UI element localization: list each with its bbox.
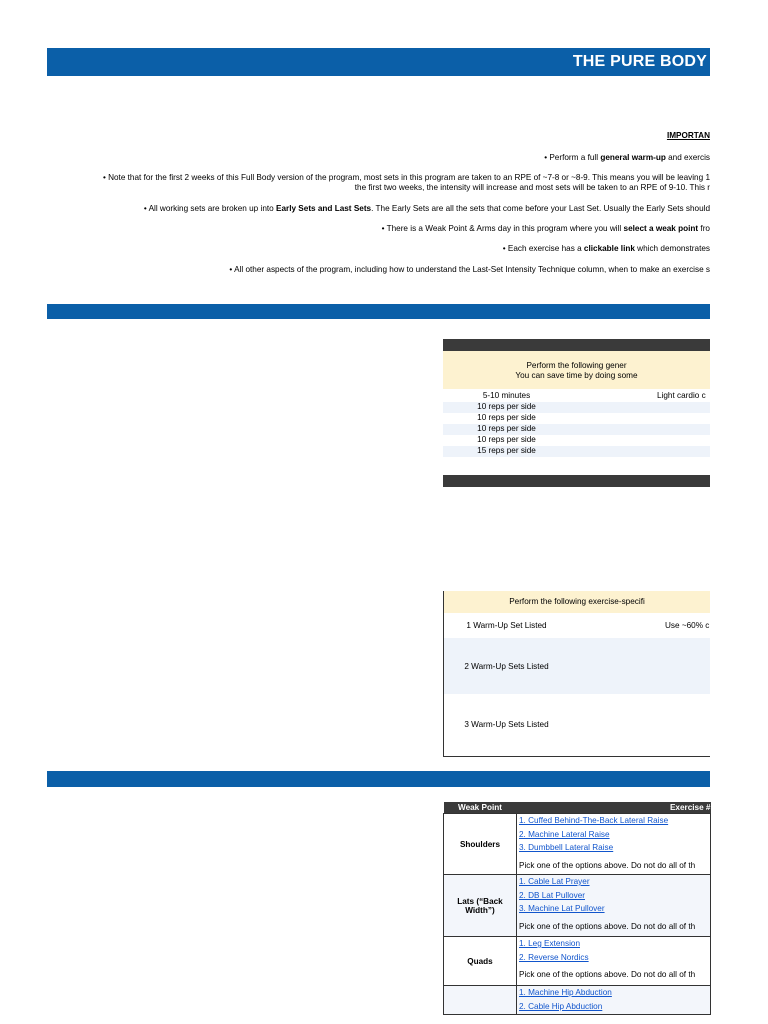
row-desc bbox=[570, 446, 710, 457]
important-heading: IMPORTAN bbox=[666, 131, 710, 140]
exercise-link[interactable]: 2. Cable Hip Abduction bbox=[519, 1001, 603, 1011]
specific-warmup-row bbox=[444, 613, 710, 638]
row-label: 1 Warm-Up Set Listed bbox=[466, 621, 547, 630]
row-dose: 10 reps per side bbox=[477, 402, 536, 411]
section-banner-warmup bbox=[47, 304, 710, 319]
note-clickable-link: • Each exercise has a clickable link which demonstrates bbox=[502, 244, 710, 253]
row-label: 2 Warm-Up Sets Listed bbox=[464, 661, 549, 671]
note-weak-point: • There is a Weak Point & Arms day in this program where you will select a weak point fro bbox=[381, 224, 710, 233]
general-warmup-intro bbox=[443, 351, 710, 389]
weak-point-name: Lats (“Back Width”) bbox=[444, 875, 517, 937]
weak-point-options bbox=[517, 937, 711, 986]
row-dose: 15 reps per side bbox=[477, 446, 536, 455]
general-warmup-row bbox=[443, 391, 710, 402]
section-banner-weak-points bbox=[47, 771, 710, 787]
note-warmup: • Perform a full general warm-up and exercis bbox=[544, 153, 710, 162]
exercise-link[interactable]: 3. Dumbbell Lateral Raise bbox=[519, 843, 614, 852]
row-desc bbox=[570, 424, 710, 435]
weak-point-table bbox=[443, 802, 711, 1015]
weak-point-row-quads bbox=[444, 937, 711, 986]
weak-point-column-header: Weak Point bbox=[444, 802, 517, 814]
exercise-link[interactable]: 3. Machine Lat Pullover bbox=[519, 904, 605, 913]
general-warmup-row bbox=[443, 402, 710, 413]
note-rpe-line1: • Note that for the first 2 weeks of this Full Body version of the program, most sets in this program are taken to an RPE of ~7-8 or ~8-9. This means you will be leaving 1 bbox=[102, 173, 710, 182]
weak-point-options bbox=[517, 875, 711, 937]
specific-warmup-row bbox=[444, 638, 710, 694]
general-warmup-row bbox=[443, 446, 710, 457]
row-dose: 10 reps per side bbox=[477, 413, 536, 422]
weak-point-name: Quads bbox=[444, 937, 517, 986]
weak-point-header-row bbox=[444, 802, 711, 814]
page-title: THE PURE BODY bbox=[572, 53, 707, 70]
weak-point-name: Shoulders bbox=[444, 814, 517, 875]
pick-one-note: Pick one of the options above. Do not do all of th bbox=[519, 860, 696, 870]
exercise-column-header: Exercise # bbox=[517, 802, 711, 814]
general-warmup-intro-line1: Perform the following gener bbox=[526, 361, 627, 370]
exercise-link[interactable]: 2. Reverse Nordics bbox=[519, 952, 589, 962]
row-label: 3 Warm-Up Sets Listed bbox=[464, 719, 549, 729]
specific-warmup-header bbox=[443, 475, 710, 487]
specific-warmup-table bbox=[443, 591, 710, 757]
general-warmup-row bbox=[443, 424, 710, 435]
weak-point-row-glutes bbox=[444, 986, 711, 1015]
specific-warmup-intro: Perform the following exercise-specifi bbox=[444, 591, 710, 613]
row-dose: 10 reps per side bbox=[477, 424, 536, 433]
general-warmup-intro-line2: You can save time by doing some bbox=[515, 371, 638, 380]
note-sets: • All working sets are broken up into Early Sets and Last Sets. The Early Sets are all the sets that come before your Last Set. Usually the Early Sets should bbox=[143, 204, 710, 213]
weak-point-row-shoulders bbox=[444, 814, 711, 875]
exercise-link[interactable]: 1. Leg Extension bbox=[519, 939, 580, 948]
title-banner bbox=[47, 48, 710, 76]
general-warmup-header bbox=[443, 339, 710, 351]
weak-point-options bbox=[517, 814, 711, 875]
exercise-link[interactable]: 2. Machine Lateral Raise bbox=[519, 829, 610, 839]
note-other-aspects: • All other aspects of the program, including how to understand the Last-Set Intensity Technique column, when to make an exercise s bbox=[229, 265, 710, 274]
pick-one-note: Pick one of the options above. Do not do all of th bbox=[519, 970, 696, 979]
specific-warmup-row bbox=[444, 694, 710, 754]
pick-one-note: Pick one of the options above. Do not do all of th bbox=[519, 921, 696, 931]
exercise-link[interactable]: 2. DB Lat Pullover bbox=[519, 890, 585, 900]
row-desc bbox=[570, 402, 710, 413]
exercise-link[interactable]: 1. Machine Hip Abduction bbox=[519, 988, 612, 997]
weak-point-row-lats bbox=[444, 875, 711, 937]
weak-point-options bbox=[517, 986, 711, 1015]
row-desc bbox=[570, 435, 710, 446]
row-desc: Use ~60% c bbox=[665, 621, 710, 630]
weak-point-name bbox=[444, 986, 517, 1015]
exercise-link[interactable]: 1. Cable Lat Prayer bbox=[519, 877, 590, 886]
row-desc bbox=[570, 413, 710, 424]
general-warmup-table bbox=[443, 339, 710, 457]
exercise-link[interactable]: 1. Cuffed Behind-The-Back Lateral Raise bbox=[519, 816, 669, 825]
general-warmup-row bbox=[443, 413, 710, 424]
row-dose: 5-10 minutes bbox=[482, 391, 531, 400]
row-desc: Light cardio c bbox=[657, 391, 706, 400]
note-rpe-line2: the first two weeks, the intensity will increase and most sets will be taken to an RPE of 9-10. This r bbox=[354, 183, 710, 192]
row-dose: 10 reps per side bbox=[477, 435, 536, 444]
general-warmup-row bbox=[443, 435, 710, 446]
